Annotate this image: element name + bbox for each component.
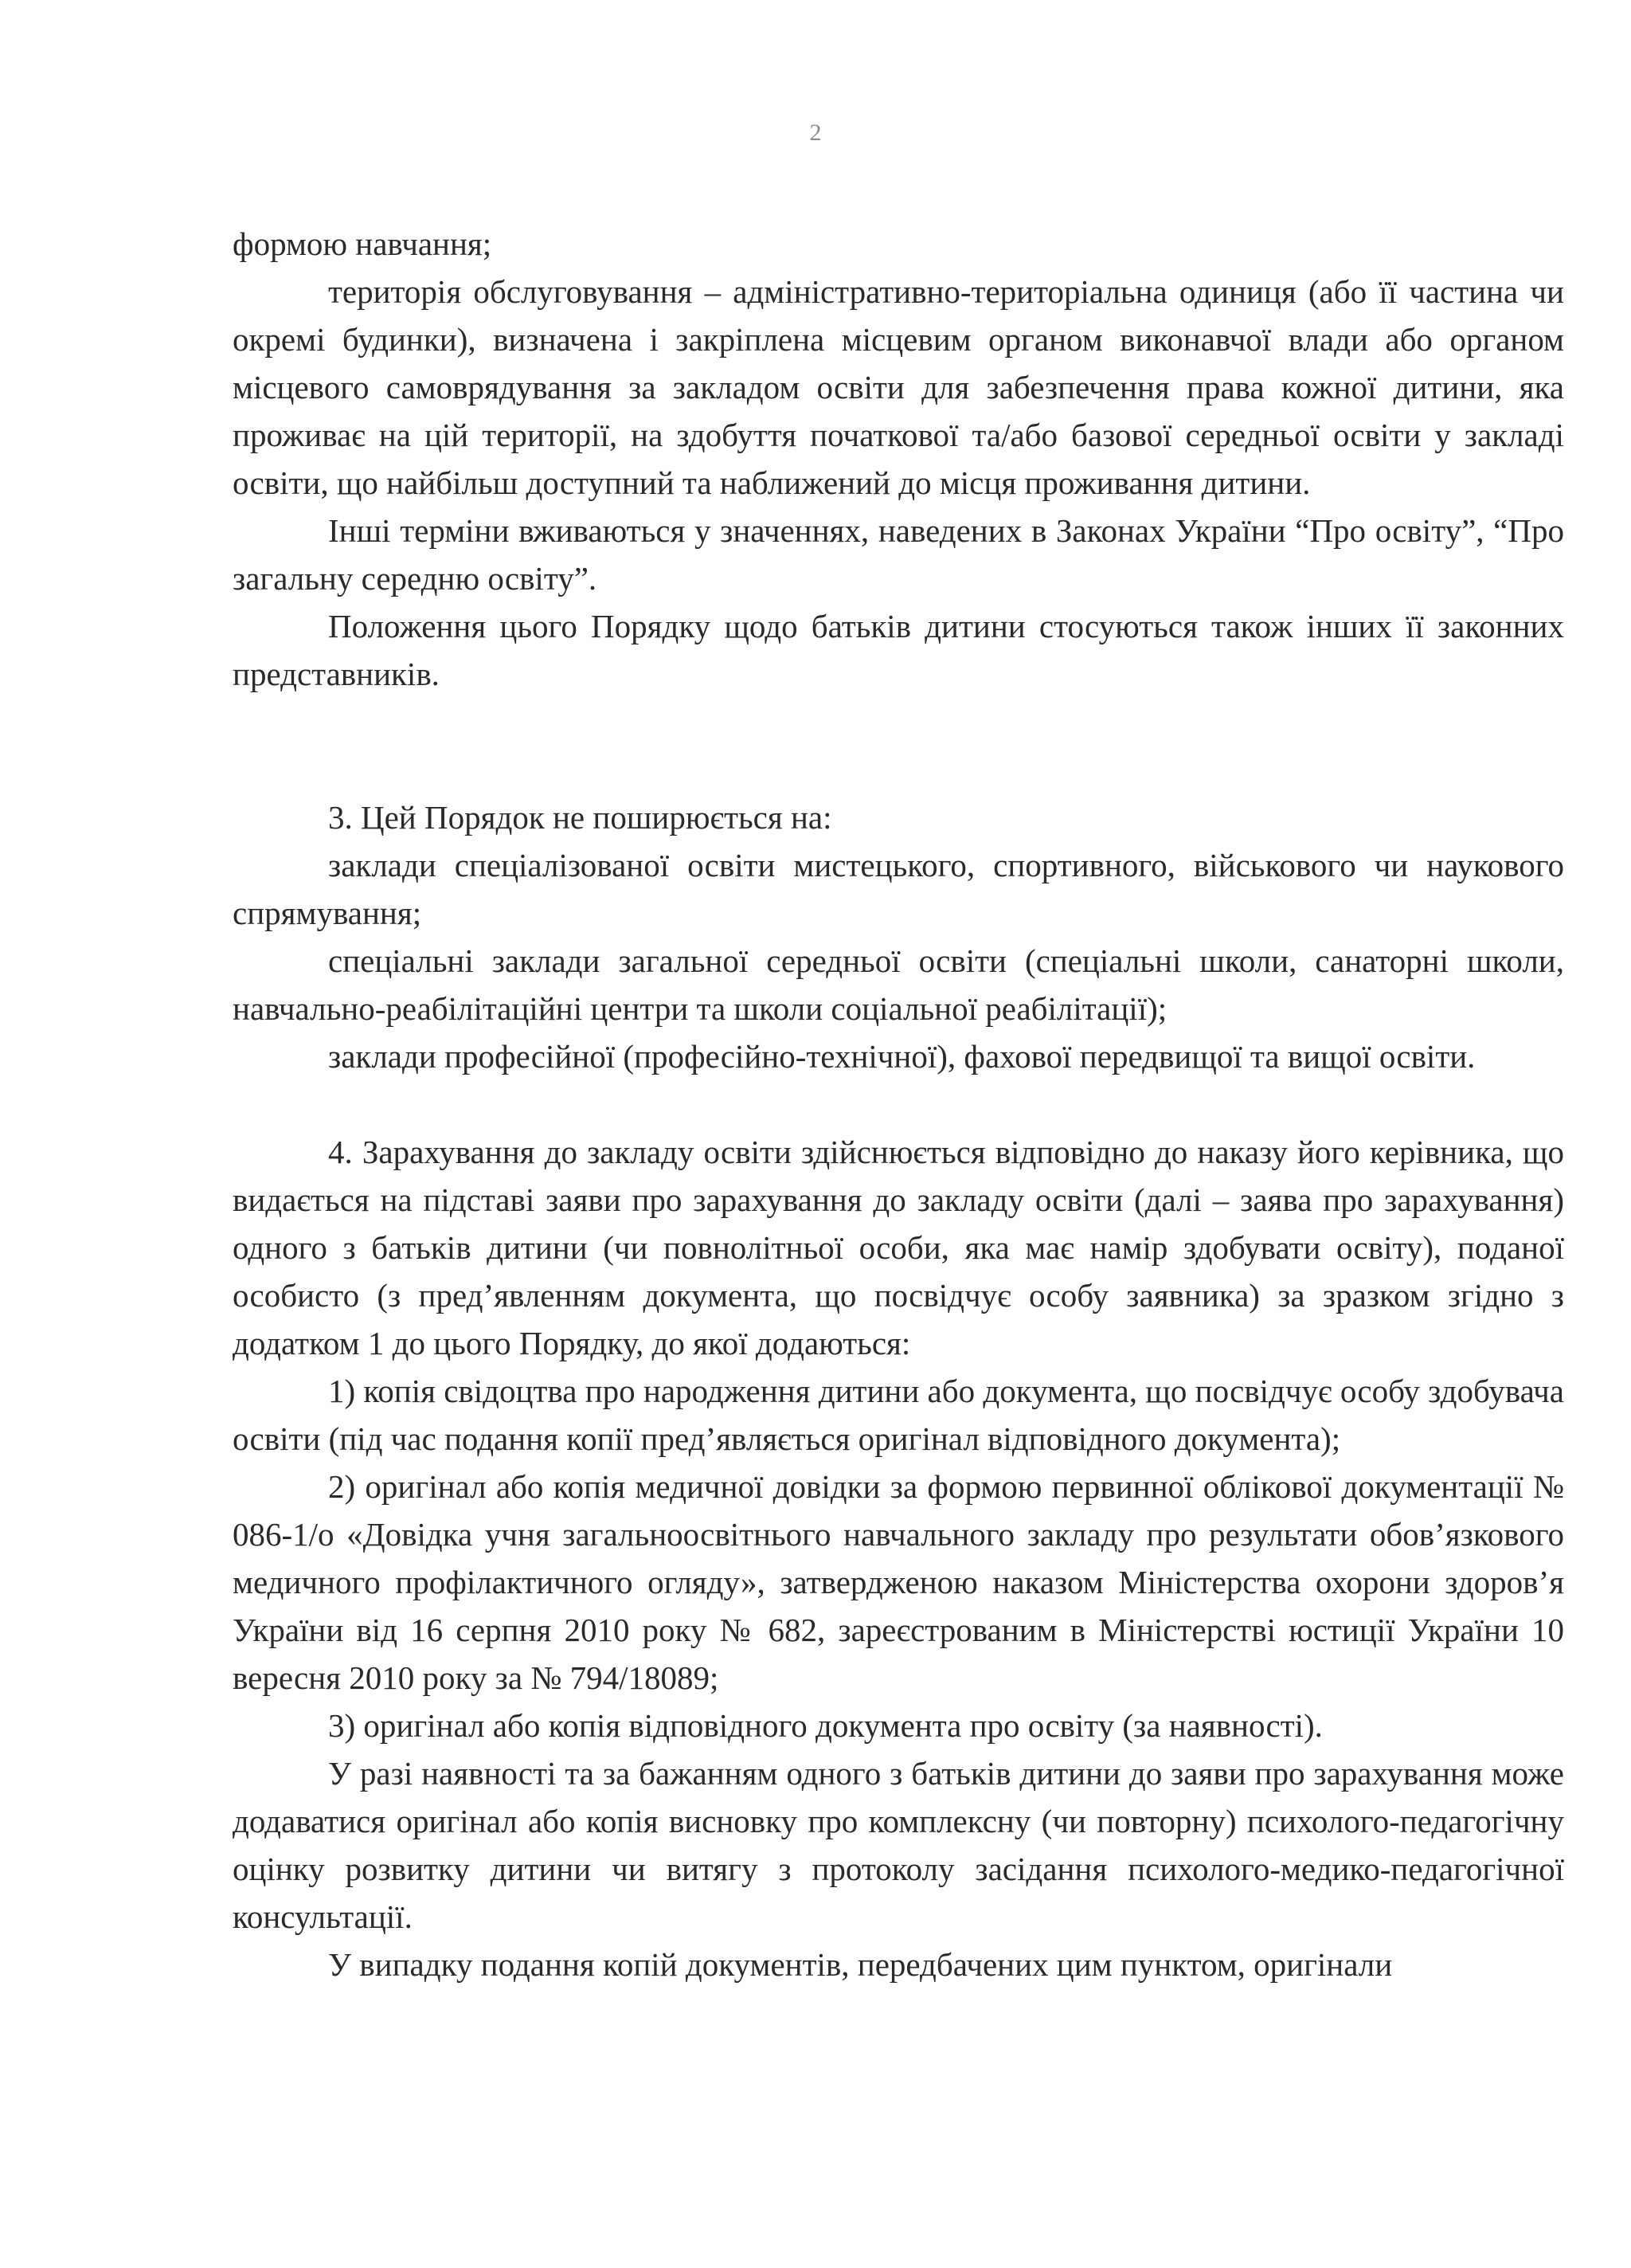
paragraph-other-terms: Інші терміни вживаються у значеннях, наведених в Законах України “Про освіту”, “Про загальну середню освіту”. bbox=[233, 512, 1564, 597]
document-body bbox=[233, 220, 1564, 1988]
paragraph-form-of-study: формою навчання; bbox=[233, 225, 492, 262]
list-item-medical-certificate: 2) оригінал або копія медичної довідки за формою первинної облікової документації № 086-1/о «Довідка учня загальноосвітнього навчального закладу про результати обов’язкового медичного профілактичного огляду», затвердженою наказом Міністерства охорони здоров’я України від 16 серпня 2010 року № 682, зареєстрованим в Міністерстві юстиції України 10 вересня 2010 року за № 794/18089; bbox=[233, 1468, 1564, 1696]
paragraph-special-schools: спеціальні заклади загальної середньої освіти (спеціальні школи, санаторні школи, навчально-реабілітаційні центри та школи соціальної реабілітації); bbox=[233, 942, 1564, 1027]
list-item-education-document: 3) оригінал або копія відповідного документа про освіту (за наявності). bbox=[328, 1707, 1323, 1744]
paragraph-vocational-higher: заклади професійної (професійно-технічної), фахової передвищої та вищої освіти. bbox=[328, 1038, 1476, 1075]
paragraph-document-copies: У випадку подання копій документів, передбачених цим пунктом, оригінали bbox=[328, 1946, 1393, 1983]
paragraph-section-3-heading: 3. Цей Порядок не поширюється на: bbox=[328, 799, 832, 836]
paragraph-legal-representatives: Положення цього Порядку щодо батьків дитини стосуються також інших її законних представників. bbox=[233, 608, 1564, 692]
list-item-birth-certificate: 1) копія свідоцтва про народження дитини або документа, що посвідчує особу здобувача освіти (під час подання копії пред’являється оригінал відповідного документа); bbox=[233, 1373, 1564, 1457]
paragraph-section-4-enrollment: 4. Зарахування до закладу освіти здійснюється відповідно до наказу його керівника, що видається на підставі заяви про зарахування до закладу освіти (далі – заява про зарахування) одного з батьків дитини (чи повнолітньої особи, яка має намір здобувати освіту), поданої особисто (з пред’явленням документа, що посвідчує особу заявника) за зразком згідно з додатком 1 до цього Порядку, до якої додаються: bbox=[233, 1134, 1564, 1361]
paragraph-specialized-institutions: заклади спеціалізованої освіти мистецького, спортивного, військового чи наукового спрямування; bbox=[233, 847, 1564, 931]
paragraph-service-territory: територія обслуговування – адміністративно-територіальна одиниця (або її частина чи окремі будинки), визначена і закріплена місцевим органом виконавчої влади або органом місцевого самоврядування за закладом освіти для забезпечення права кожної дитини, яка проживає на цій території, на здобуття початкової та/або базової середньої освіти у закладі освіти, що найбільш доступний та наближений до місця проживання дитини. bbox=[233, 273, 1564, 501]
page-number: 2 bbox=[809, 119, 822, 146]
paragraph-psychological-assessment: У разі наявності та за бажанням одного з батьків дитини до заяви про зарахування може додаватися оригінал або копія висновку про комплексну (чи повторну) психолого-педагогічну оцінку розвитку дитини чи витягу з протоколу засідання психолого-медико-педагогічної консультації. bbox=[233, 1755, 1564, 1935]
